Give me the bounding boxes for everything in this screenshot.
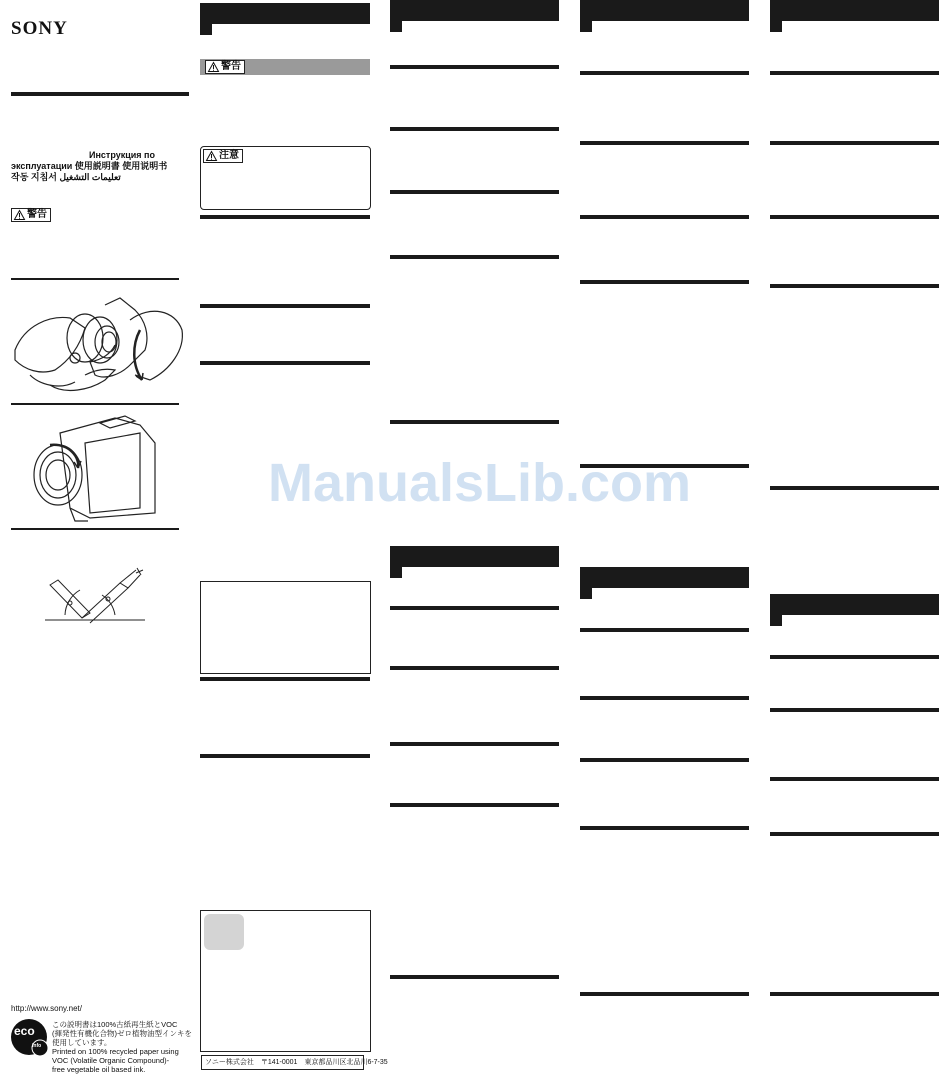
notice-box xyxy=(200,581,371,674)
language-line-2: эксплуатации 使用説明書 使用说明书 xyxy=(11,161,168,171)
col3-rule-2 xyxy=(390,127,559,131)
eco-info-label: info xyxy=(32,1043,42,1049)
jp-print-note-2: (揮発性有機化合物)ゼロ植物油型インキを xyxy=(52,1029,192,1038)
jp-print-note-1: この説明書は100%古紙再生紙とVOC xyxy=(52,1020,178,1029)
warning-triangle-icon xyxy=(14,210,25,220)
col4-rule-3 xyxy=(580,215,749,219)
sony-url: http://www.sony.net/ xyxy=(11,1004,82,1013)
col5-rule-1 xyxy=(770,71,939,75)
language-line-3: 작동 지침서 تعليمات التشغيل xyxy=(11,172,121,182)
col3-rule-3 xyxy=(390,190,559,194)
col4-rule-8 xyxy=(580,758,749,762)
section-header-bar xyxy=(580,567,749,588)
section-header-bar xyxy=(580,0,749,21)
col3-rule-6 xyxy=(390,606,559,610)
section-header-bar xyxy=(390,546,559,567)
col3-rule-4 xyxy=(390,255,559,259)
angle-diagram xyxy=(40,565,150,625)
col5-rule-7 xyxy=(770,708,939,712)
en-print-note-1: Printed on 100% recycled paper using xyxy=(52,1047,179,1056)
col4-rule-1 xyxy=(580,71,749,75)
section-header-bar xyxy=(200,3,370,24)
en-print-note-2: VOC (Volatile Organic Compound)- xyxy=(52,1056,170,1065)
col4-rule-4 xyxy=(580,280,749,284)
col5-rule-9 xyxy=(770,832,939,836)
col4-rule-9 xyxy=(580,826,749,830)
cover-warning-label: 警告 xyxy=(11,208,51,222)
col4-rule-6 xyxy=(580,628,749,632)
manualslib-watermark: ManualsLib.com xyxy=(268,453,692,513)
col2-rule-2 xyxy=(200,304,370,308)
section-header-bar xyxy=(770,0,939,21)
section-header-bar xyxy=(390,0,559,21)
col3-rule-8 xyxy=(390,742,559,746)
col3-rule-7 xyxy=(390,666,559,670)
col4-rule-7 xyxy=(580,696,749,700)
col3-rule-10 xyxy=(390,975,559,979)
col4-rule-10 xyxy=(580,992,749,996)
lens-cleaning-illustration xyxy=(10,290,185,400)
col5-rule-5 xyxy=(770,486,939,490)
col5-rule-4 xyxy=(770,284,939,288)
col4-rule-2 xyxy=(580,141,749,145)
figure-rule-1 xyxy=(11,278,179,280)
col3-rule-5 xyxy=(390,420,559,424)
sony-logo: SONY xyxy=(11,18,68,39)
caution-triangle-icon xyxy=(206,151,217,161)
caution-label: 注意 xyxy=(203,149,243,163)
jp-print-note-3: 使用しています。 xyxy=(52,1038,112,1047)
title-rule xyxy=(11,92,189,96)
info-box-gray-square xyxy=(204,914,244,950)
col2-rule-1 xyxy=(200,215,370,219)
col5-rule-10 xyxy=(770,992,939,996)
col5-rule-6 xyxy=(770,655,939,659)
sony-address: ソニー株式会社 〒141-0001 東京都品川区北品川6-7-35 xyxy=(201,1055,364,1070)
section-header-bar xyxy=(770,594,939,615)
col3-rule-9 xyxy=(390,803,559,807)
col3-rule-1 xyxy=(390,65,559,69)
figure-rule-3 xyxy=(11,528,179,530)
col2-rule-3 xyxy=(200,361,370,365)
en-print-note-3: free vegetable oil based ink. xyxy=(52,1065,146,1074)
figure-rule-2 xyxy=(11,403,179,405)
col2-rule-5 xyxy=(200,754,370,758)
language-line-1: Инструкция по xyxy=(89,150,155,160)
col2-rule-4 xyxy=(200,677,370,681)
camcorder-illustration xyxy=(30,413,160,523)
col5-rule-8 xyxy=(770,777,939,781)
section-warning-label: 警告 xyxy=(205,60,245,74)
col5-rule-3 xyxy=(770,215,939,219)
col5-rule-2 xyxy=(770,141,939,145)
eco-label: eco xyxy=(14,1024,35,1038)
warning-triangle-icon xyxy=(208,62,219,72)
